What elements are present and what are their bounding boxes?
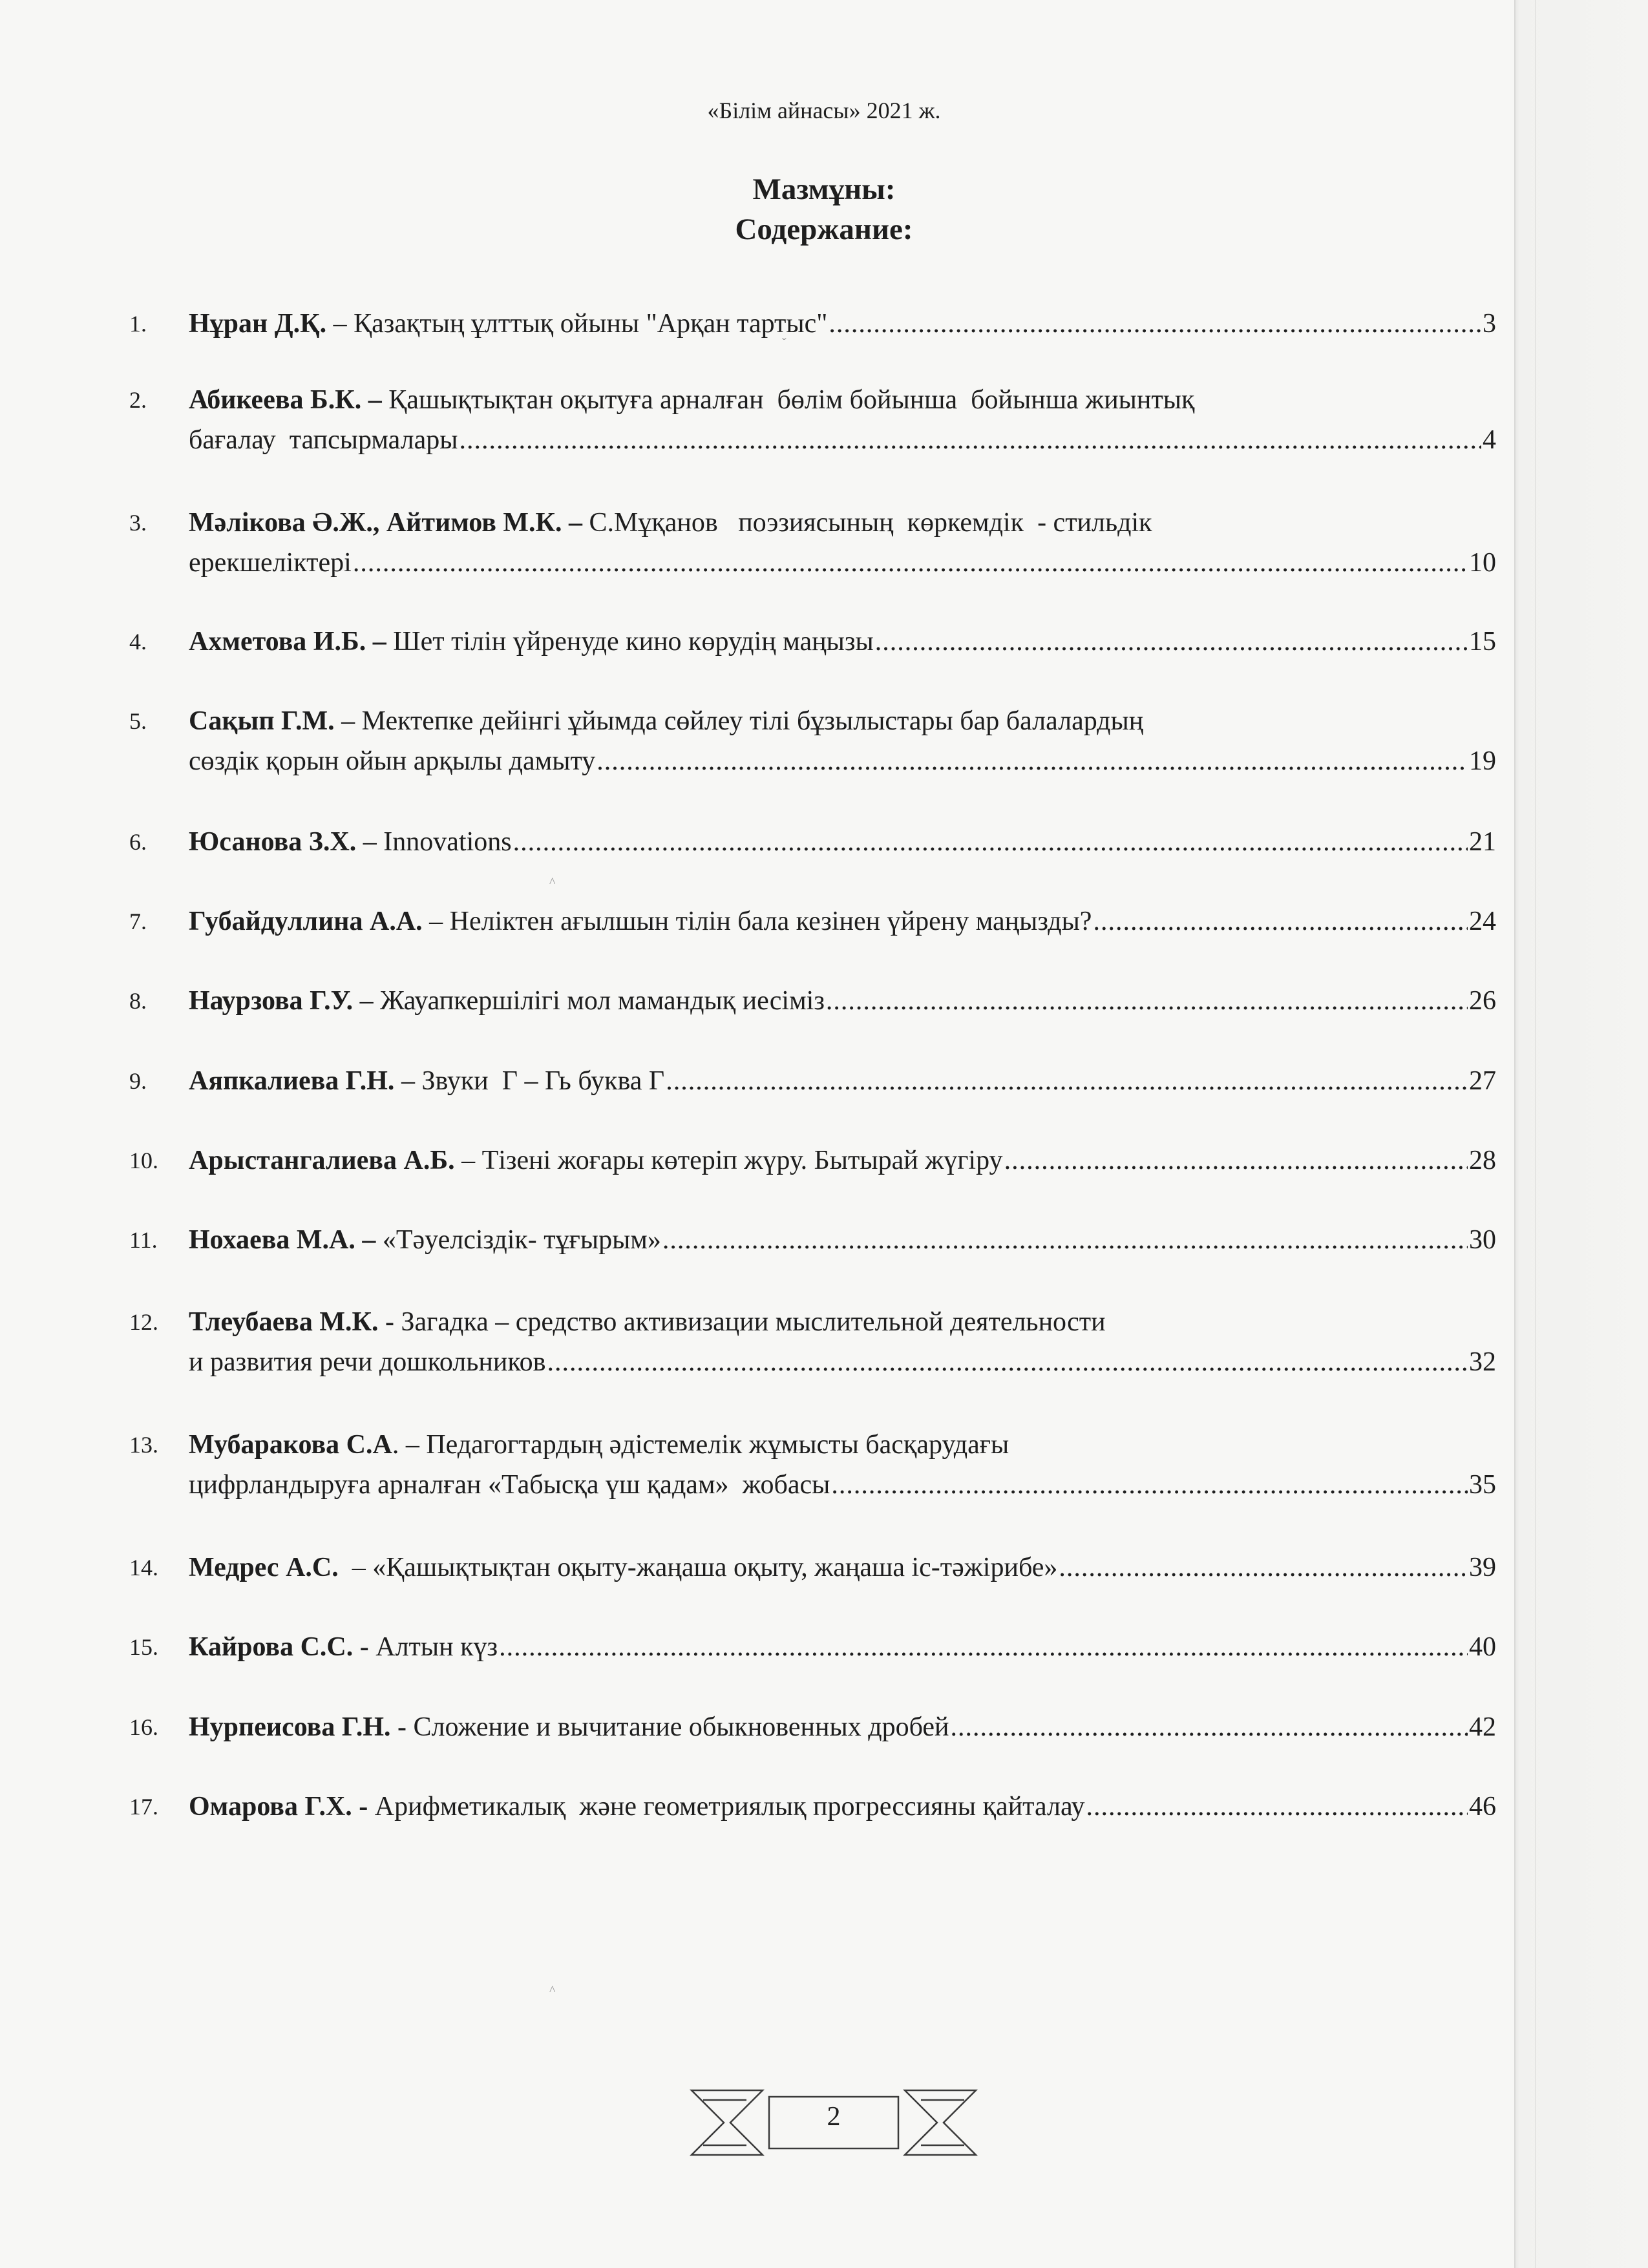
toc-item-dot-leader (513, 822, 1468, 862)
toc-item (129, 304, 1496, 344)
toc-item-page: 39 (1469, 1553, 1496, 1582)
toc-item-dot-leader (875, 622, 1468, 662)
toc-item (129, 1707, 1496, 1747)
toc-item-line (189, 1707, 1496, 1747)
toc-item-line (189, 901, 1496, 941)
toc-item-separator (407, 1707, 414, 1747)
toc-item-author: Нурпеисова Г.Н. - (189, 1712, 407, 1742)
toc-item (129, 901, 1496, 941)
contents-title-kz: Мазмұны: (752, 173, 896, 206)
toc-item-title: «Тәуелсіздік- тұғырым» (382, 1225, 661, 1255)
toc-item-author: Нұран Д.Қ. (189, 309, 327, 339)
toc-item-body (189, 901, 1496, 941)
toc-item-page: 35 (1469, 1470, 1496, 1500)
toc-item (129, 1061, 1496, 1101)
toc-item-body (189, 380, 1496, 460)
toc-item-number: 9. (129, 1068, 147, 1094)
toc-item-title: Педагогтардың әдістемелік жұмысты басқарудағы (426, 1430, 1009, 1460)
toc-item-author: Аяпкалиева Г.Н. (189, 1066, 395, 1096)
contents-title (0, 169, 1648, 249)
toc-item-body (189, 1220, 1496, 1260)
toc-item-separator: – (326, 309, 354, 339)
toc-item-dot-leader (662, 1220, 1468, 1260)
toc-item-line (189, 741, 1496, 781)
toc-item-author: Арыстангалиева А.Б. (189, 1146, 455, 1175)
scan-speck: ^ (549, 876, 556, 890)
toc-item (129, 1787, 1496, 1827)
toc-item-number: 1. (129, 311, 147, 337)
toc-item-line (189, 701, 1496, 741)
toc-item-title: Сложение и вычитание обыкновенных дробей (413, 1712, 949, 1742)
toc-item-number: 16. (129, 1714, 158, 1740)
toc-item (129, 622, 1496, 662)
journal-header: «Білім айнасы» 2021 ж. (707, 98, 941, 123)
contents-title-ru: Содержание: (735, 213, 913, 246)
toc-item-body (189, 503, 1496, 583)
toc-item-dot-leader (829, 304, 1481, 344)
toc-item-page: 40 (1469, 1632, 1496, 1662)
toc-item-body (189, 1627, 1496, 1667)
toc-item-title: Тізені жоғары көтеріп жүру. Бытырай жүгіру (481, 1146, 1003, 1175)
toc-item-page: 3 (1483, 309, 1496, 339)
toc-item-line (189, 1465, 1496, 1505)
toc-item-title: и развития речи дошкольников (189, 1347, 546, 1377)
toc-item-title: Арифметикалық және геометриялық прогрессияны қайталау (374, 1792, 1085, 1822)
toc-item (129, 1140, 1496, 1181)
toc-item-dot-leader (951, 1707, 1468, 1747)
toc-item-number: 5. (129, 708, 147, 734)
toc-item-author: Юсанова З.Х. (189, 827, 357, 857)
toc-item-separator (386, 622, 394, 662)
toc-item-dot-leader (826, 981, 1468, 1021)
toc-item-author: Ахметова И.Б. – (189, 627, 386, 656)
toc-item-page: 24 (1469, 907, 1496, 936)
toc-item-separator (394, 1307, 401, 1337)
toc-item (129, 822, 1496, 862)
toc-item-line (189, 1061, 1496, 1101)
toc-item-title: сөздік қорын ойын арқылы дамыту (189, 746, 596, 776)
toc-item-line (189, 822, 1496, 862)
toc-item-line (189, 1220, 1496, 1260)
scan-speck: ^ (549, 1984, 556, 1998)
toc-item-body (189, 304, 1496, 344)
toc-item-body (189, 1425, 1496, 1505)
toc-item-separator: – (338, 1553, 373, 1582)
toc-item-body (189, 701, 1496, 781)
toc-item (129, 1548, 1496, 1588)
toc-item-author: Абикеева Б.К. – (189, 385, 382, 415)
toc-item-number: 3. (129, 510, 147, 536)
toc-item-title: «Қашықтықтан оқыту-жаңаша оқыту, жаңаша іс-тәжірибе» (372, 1553, 1058, 1582)
toc-item-separator: – (334, 706, 362, 736)
toc-item-line (189, 543, 1496, 583)
toc-item-separator: – (394, 1066, 422, 1096)
toc-item (129, 380, 1496, 460)
toc-item-page: 21 (1469, 827, 1496, 857)
toc-item-page: 42 (1469, 1712, 1496, 1742)
toc-item-number: 7. (129, 908, 147, 934)
toc-item-separator: . – (392, 1430, 427, 1460)
toc-item-number: 8. (129, 988, 147, 1014)
toc-item-number: 15. (129, 1634, 158, 1660)
toc-item-line (189, 981, 1496, 1021)
toc-item-separator (382, 385, 389, 415)
toc-item-author: Медрес А.С. (189, 1553, 339, 1582)
toc-item-title: Жауапкершілігі мол мамандық иесіміз (380, 986, 825, 1016)
toc-item-line (189, 1342, 1496, 1382)
toc-item-author: Губайдуллина А.А. (189, 907, 423, 936)
toc-item-author: Мубаракова С.А (189, 1430, 392, 1460)
toc-item-dot-leader (499, 1627, 1468, 1667)
toc-item-body (189, 1707, 1496, 1747)
toc-item-body (189, 981, 1496, 1021)
toc-item-page: 26 (1469, 986, 1496, 1016)
toc-item-separator (375, 1220, 383, 1260)
toc-item-title: Innovations (383, 827, 512, 857)
toc-item-separator: – (422, 907, 450, 936)
toc-item-title: Звуки Г – Гь буква Г (421, 1066, 665, 1096)
toc-item-author: Мәлікова Ә.Ж., Айтимов М.К. – (189, 508, 582, 538)
toc-item-title: Неліктен ағылшын тілін бала кезінен үйрену маңызды? (449, 907, 1092, 936)
toc-item (129, 503, 1496, 583)
toc-item-dot-leader (1093, 901, 1468, 941)
toc-item-title: цифрландыруға арналған «Табысқа үш қадам» жобасы (189, 1470, 830, 1500)
toc-item-number: 4. (129, 629, 147, 655)
toc-item-line (189, 1140, 1496, 1181)
toc-item-page: 4 (1483, 425, 1496, 455)
toc-item-page: 30 (1469, 1225, 1496, 1255)
toc-item-page: 15 (1469, 627, 1496, 656)
toc-item-dot-leader (1004, 1140, 1468, 1181)
toc-item-author: Тлеубаева М.К. - (189, 1307, 394, 1337)
toc-item-body (189, 622, 1496, 662)
toc-item-number: 6. (129, 829, 147, 855)
toc-item-line (189, 380, 1496, 420)
toc-item-line (189, 1627, 1496, 1667)
toc-item-dot-leader (1059, 1548, 1468, 1588)
toc-item-body (189, 1140, 1496, 1181)
toc-item-title: Загадка – средство активизации мыслительной деятельности (401, 1307, 1106, 1337)
toc-item-title: Алтын күз (375, 1632, 498, 1662)
page-edge-shadow (1514, 0, 1648, 2268)
toc-item-line (189, 304, 1496, 344)
toc-item-title: Қашықтықтан оқытуға арналған бөлім бойынша бойынша жиынтық (388, 385, 1195, 415)
toc-item-line (189, 420, 1496, 460)
toc-item-line (189, 622, 1496, 662)
toc-item-number: 17. (129, 1794, 158, 1820)
toc-item-separator: – (356, 827, 384, 857)
toc-item-page: 46 (1469, 1792, 1496, 1822)
toc-item (129, 1425, 1496, 1505)
toc-item-line (189, 1787, 1496, 1827)
toc-item (129, 1627, 1496, 1667)
toc-item-dot-leader (460, 420, 1482, 460)
toc-item-author: Кайрова С.С. - (189, 1632, 369, 1662)
toc-item-separator: – (454, 1146, 482, 1175)
toc-item-title: С.Мұқанов поэзиясының көркемдік - стильдік (589, 508, 1152, 538)
toc-item-number: 13. (129, 1432, 158, 1458)
toc-item (129, 981, 1496, 1021)
toc-item-line (189, 1425, 1496, 1465)
toc-item-dot-leader (353, 543, 1468, 583)
toc-item-dot-leader (547, 1342, 1468, 1382)
toc-item-title: Шет тілін үйренуде кино көрудің маңызы (393, 627, 874, 656)
toc-item-body (189, 822, 1496, 862)
toc-item-line (189, 503, 1496, 543)
toc-item-body (189, 1302, 1496, 1382)
toc-item-author: Сақып Г.М. (189, 706, 335, 736)
scan-speck: ˇ (782, 336, 787, 350)
toc-item-title: Мектепке дейінгі ұйымда сөйлеу тілі бұзылыстары бар балалардың (361, 706, 1144, 736)
toc-item-line (189, 1302, 1496, 1342)
toc-item-number: 11. (129, 1227, 158, 1253)
toc-item-page: 28 (1469, 1146, 1496, 1175)
toc-item-page: 27 (1469, 1066, 1496, 1096)
toc-item-dot-leader (831, 1465, 1468, 1505)
toc-item-separator: – (353, 986, 381, 1016)
toc-item-body (189, 1548, 1496, 1588)
toc-item-number: 14. (129, 1555, 158, 1580)
toc-item (129, 1302, 1496, 1382)
toc-item-page: 10 (1469, 548, 1496, 578)
toc-item (129, 1220, 1496, 1260)
toc-item-number: 10. (129, 1148, 158, 1173)
toc-item-author: Омарова Г.Х. - (189, 1792, 368, 1822)
toc-item-dot-leader (1086, 1787, 1468, 1827)
toc-item-page: 32 (1469, 1347, 1496, 1377)
toc-item-title: бағалау тапсырмалары (189, 425, 458, 455)
toc-item-number: 2. (129, 387, 147, 413)
toc-item-separator (368, 1787, 375, 1827)
toc-item-body (189, 1061, 1496, 1101)
toc-item-page: 19 (1469, 746, 1496, 776)
toc-item-dot-leader (597, 741, 1468, 781)
toc-item-title: ерекшеліктері (189, 548, 352, 578)
toc-item-separator (369, 1627, 376, 1667)
toc-item-separator (582, 508, 589, 538)
page-number: 2 (827, 2102, 841, 2132)
toc-item-author: Наурзова Г.У. (189, 986, 354, 1016)
toc-item (129, 701, 1496, 781)
toc-item-author: Нохаева М.А. – (189, 1225, 376, 1255)
toc-item-line (189, 1548, 1496, 1588)
toc-item-title: Қазақтың ұлттық ойыны "Арқан тартыс" (354, 309, 828, 339)
toc-item-dot-leader (666, 1061, 1468, 1101)
toc-item-number: 12. (129, 1309, 158, 1335)
toc-item-body (189, 1787, 1496, 1827)
